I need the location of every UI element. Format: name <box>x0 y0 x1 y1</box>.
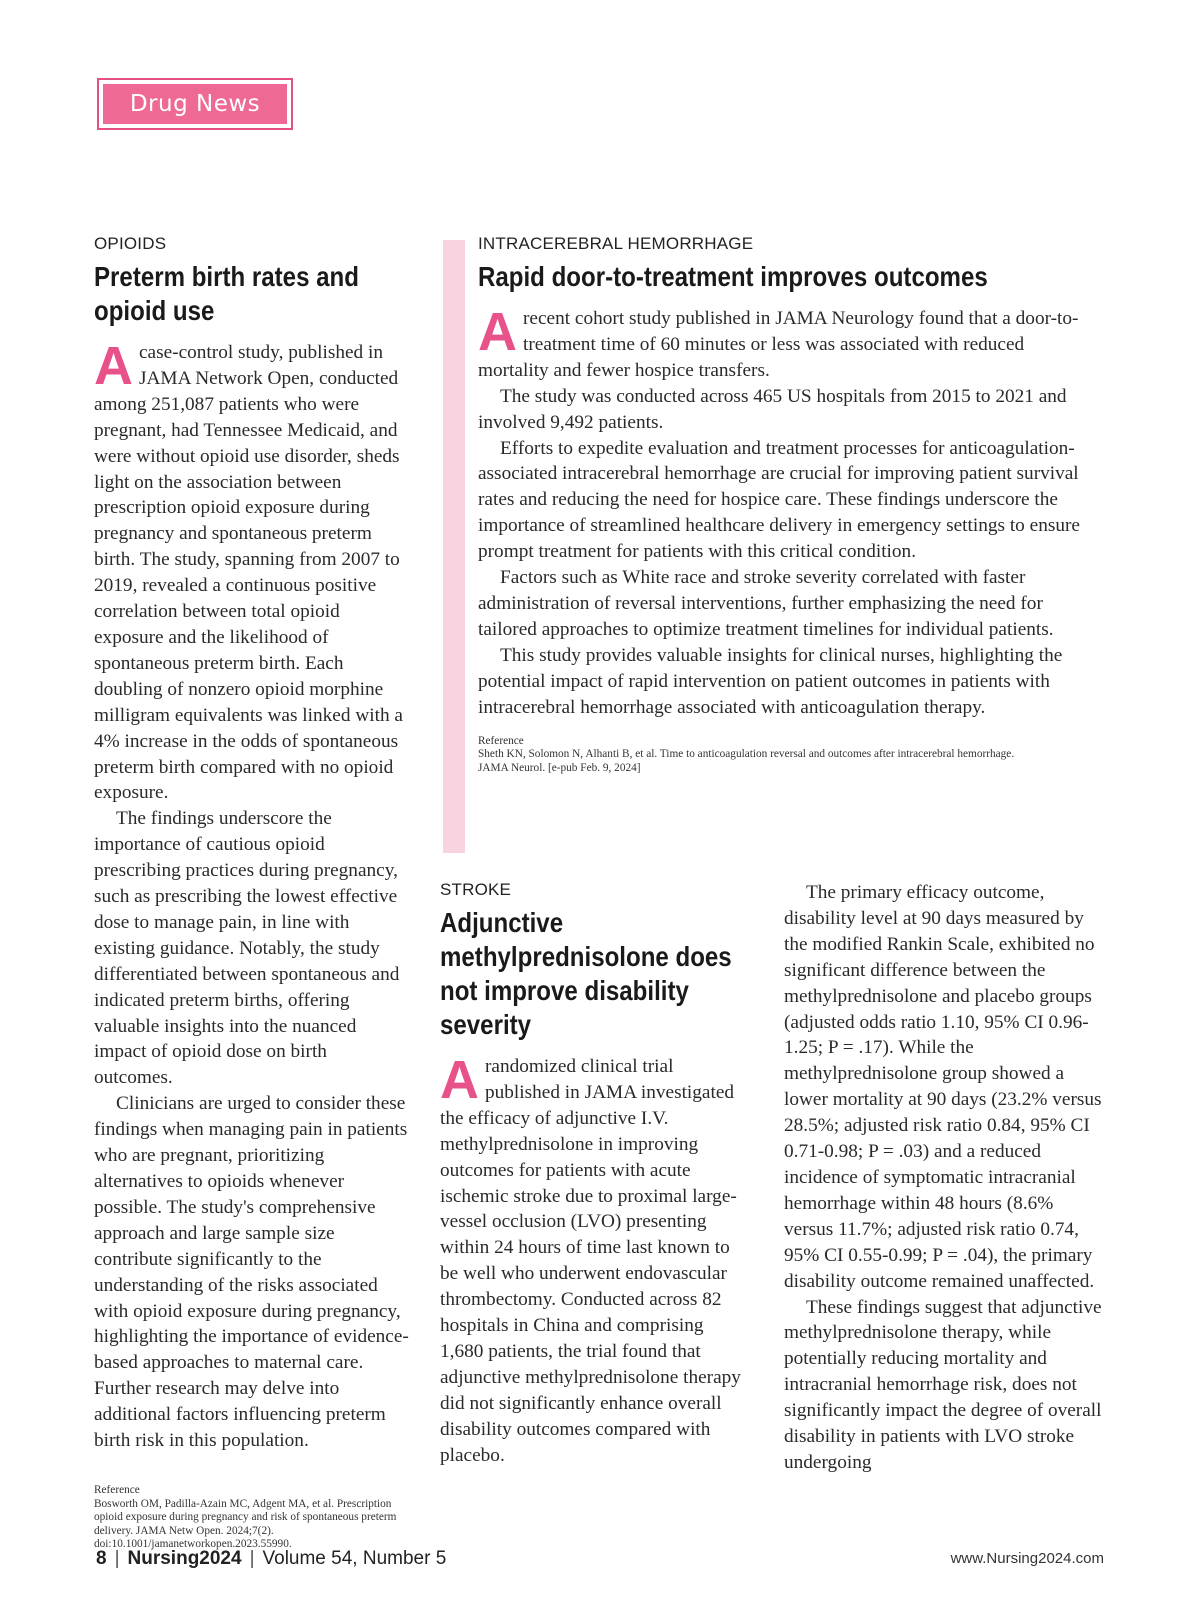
article-kicker: INTRACEREBRAL HEMORRHAGE <box>478 234 754 253</box>
publication-name: Nursing2024 <box>127 1548 242 1569</box>
page-number: 8 <box>96 1548 107 1569</box>
section-badge-label: Drug News <box>103 84 287 124</box>
article-paragraph: Efforts to expedite evaluation and treatment processes for anticoagulation-associated intracerebral hemorrhage are crucial for improving patient survival rates and reducing the need for hospice care. These findings underscore the importance of streamlined healthcare delivery in emergency settings to ensure prompt treatment for patients with this critical condition. <box>478 437 1080 563</box>
article-hemorrhage <box>478 234 1098 775</box>
section-badge <box>97 78 293 130</box>
article-paragraph: Arandomized clinical trial published in JAMA investigated the efficacy of adjunctive I.V. methylprednisolone in improving outcomes for patients with acute ischemic stroke due to proximal large-vessel occlusion (LVO) presenting within 24 hours of time last known to be well who underwent endovascular thrombectomy. Conducted across 82 hospitals in China and comprising 1,680 patients, the trial found that adjunctive methylprednisolone therapy did not significantly enhance overall disability outcomes compared with placebo. <box>440 1050 741 1466</box>
article-paragraph: Arecent cohort study published in JAMA Neurology found that a door-to-treatment time of 60 minutes or less was associated with reduced mortality and fewer hospice transfers. <box>478 302 1079 381</box>
article-paragraph: Acase-control study, published in JAMA Network Open, conducted among 251,087 patients who were pregnant, had Tennessee Medicaid, and were without opioid use disorder, sheds light on the association between prescription opioid exposure during pregnancy and spontaneous preterm birth. The study, spanning from 2007 to 2019, revealed a continuous positive correlation between total opioid exposure and the likelihood of spontaneous preterm birth. Each doubling of nonzero opioid morphine milligram equivalents was linked with a 4% increase in the odds of spontaneous preterm birth compared with no opioid exposure. <box>94 336 403 804</box>
article-kicker: OPIOIDS <box>94 234 167 253</box>
article-reference <box>94 1484 409 1552</box>
article-body <box>94 336 409 1454</box>
page-footer <box>96 1548 1104 1574</box>
accent-bar <box>443 240 465 853</box>
article-paragraph: The findings underscore the importance of cautious opioid prescribing practices during pregnancy, such as prescribing the lowest effective dose to manage pain, in line with existing guidance. Notably, the study differentiated between spontaneous and indicated preterm births, offering valuable insights into the nuanced impact of opioid dose on birth outcomes. <box>94 808 400 1089</box>
reference-title: Reference <box>94 1483 140 1496</box>
drop-cap: A <box>94 336 133 396</box>
article-paragraph: This study provides valuable insights for clinical nurses, highlighting the potential impact of rapid intervention on patient outcomes in patients with intracerebral hemorrhage associated with anticoagulation therapy. <box>478 644 1063 718</box>
article-stroke-continued <box>784 880 1104 1476</box>
article-reference <box>478 735 1038 776</box>
drop-cap: A <box>440 1050 479 1110</box>
drop-cap: A <box>478 302 517 362</box>
article-body <box>478 302 1098 721</box>
reference-text: Sheth KN, Solomon N, Alhanti B, et al. Time to anticoagulation reversal and outcomes after intracerebral hemorrhage. JAMA Neurol. [e-pub Feb. 9, 2024] <box>478 748 1015 774</box>
article-opioids <box>94 234 409 1552</box>
reference-title: Reference <box>478 734 524 747</box>
article-paragraph: The primary efficacy outcome, disability level at 90 days measured by the modified Rankin Scale, exhibited no significant difference between the methylprednisolone and placebo groups (adjusted odds ratio 1.10, 95% CI 0.96-1.25; P = .17). While the methylprednisolone group showed a lower mortality at 90 days (23.2% versus 28.5%; adjusted risk ratio 0.84, 95% CI 0.71-0.98; P = .03) and a reduced incidence of symptomatic intracranial hemorrhage within 48 hours (8.6% versus 11.7%; adjusted risk ratio 0.74, 95% CI 0.55-0.99; P = .04), the primary disability outcome remained unaffected. <box>784 882 1102 1292</box>
article-paragraph: These findings suggest that adjunctive methylprednisolone therapy, while potentially reducing mortality and intracranial hemorrhage risk, does not significantly impact the degree of overall disability in patients with LVO stroke undergoing <box>784 1296 1102 1473</box>
article-paragraph: Clinicians are urged to consider these findings when managing pain in patients who are pregnant, prioritizing alternatives to opioids whenever possible. The study's comprehensive approach and large sample size contribute significantly to the understanding of the risks associated with opioid exposure during pregnancy, highlighting the importance of evidence-based approaches to maternal care. Further research may delve into additional factors influencing preterm birth risk in this population. <box>94 1093 409 1452</box>
article-headline: Rapid door-to-treatment improves outcomes <box>478 261 988 292</box>
article-body <box>784 880 1104 1476</box>
article-paragraph: Factors such as White race and stroke severity correlated with faster administration of reversal interventions, further emphasizing the need for tailored approaches to optimize treatment timelines for individual patients. <box>478 567 1054 640</box>
article-headline: Preterm birth rates and opioid use <box>94 261 359 326</box>
footer-separator: | <box>249 1548 255 1569</box>
issue-info: Volume 54, Number 5 <box>262 1548 447 1569</box>
article-stroke <box>440 880 751 1469</box>
footer-separator: | <box>114 1548 120 1569</box>
article-kicker: STROKE <box>440 880 512 899</box>
website-link: www.Nursing2024.com <box>950 1550 1104 1567</box>
article-body <box>440 1050 751 1469</box>
article-headline: Adjunctive methylprednisolone does not improve disability severity <box>440 907 732 1040</box>
reference-text: Bosworth OM, Padilla-Azain MC, Adgent MA, et al. Prescription opioid exposure during pregnancy and risk of spontaneous preterm delivery. JAMA Netw Open. 2024;7(2). doi:10.1001/jamanetworkopen.2023.55990. <box>94 1497 397 1551</box>
article-paragraph: The study was conducted across 465 US hospitals from 2015 to 2021 and involved 9,492 patients. <box>478 385 1067 433</box>
footer-left <box>96 1548 446 1570</box>
